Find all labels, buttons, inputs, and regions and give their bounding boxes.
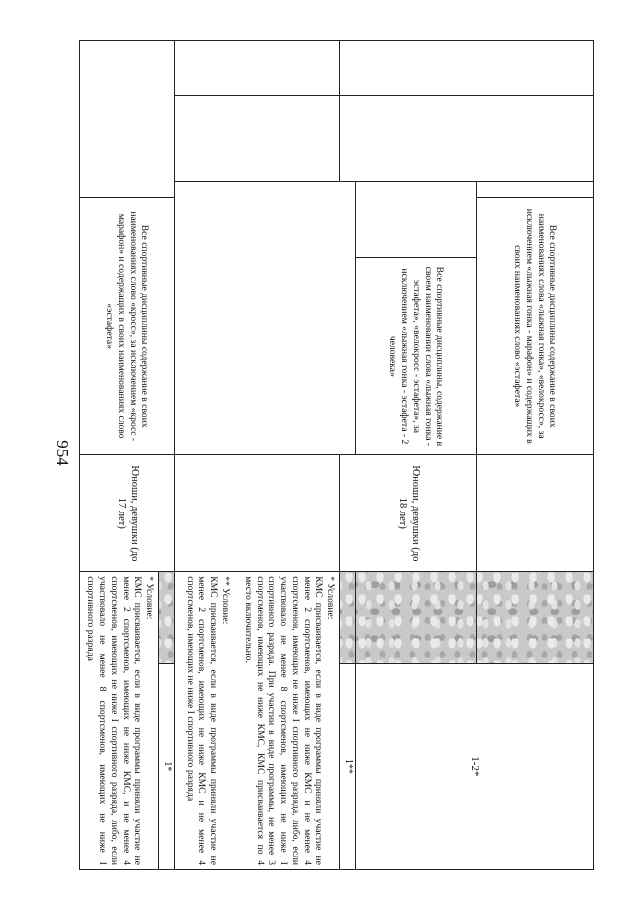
condition-title: ** Условие: — [219, 576, 231, 625]
table-row — [175, 41, 340, 870]
blank-cell — [477, 181, 594, 197]
sports-rank-table — [79, 40, 594, 870]
condition-title: * Условие: — [144, 576, 155, 620]
blank-cell — [175, 41, 340, 96]
condition-text: КМС присваивается, если в виде программы приняли участие не менее 2 спортсменов, имеющих не ниже КМС, и не менее 4 спортсменов, имеющих не ниже I спортивного разряда, либо, если участвовало не менее 8 спортсменов, имеющих не ниже I спортивного разряда — [85, 576, 144, 865]
discipline-cell: Все спортивные дисциплины, содержание в своем наименовании слова «лыжная гонка - эстафета», «велокросс - эстафета», за исключением «лыжная гонка - эстафета - 2 человека» — [356, 258, 477, 455]
blank-cell — [80, 41, 175, 198]
discipline-cell: Все спортивные дисциплины содержание в своих наименованиях слова «лыжная гонка», «велокросс», за исключением «лыжная гонка - марафон» и содержащих в своих наименованиях слово «эстафета» — [477, 197, 594, 455]
blank-column — [340, 96, 594, 182]
table-container — [80, 40, 594, 870]
shaded-cell — [159, 572, 175, 664]
blank-cell — [175, 455, 340, 572]
rotated-table — [80, 40, 594, 870]
condition-cell — [175, 572, 340, 870]
table-row — [159, 41, 175, 870]
shaded-cell — [356, 572, 477, 664]
blank-cell — [175, 181, 356, 455]
age-group-cell: Юноши, девушки (до 18 лет) — [340, 455, 477, 572]
condition-text: КМС присваивается, если в виде программы приняли участие не менее 2 спортсменов, имеющих не ниже КМС и не менее 4 спортсменов, имеющих не ниже I спортивного разряда — [184, 576, 219, 865]
condition-text: КМС присваивается, если в виде программы приняли участие не менее 2 спортсменов, имеющих не ниже КМС и не менее 4 спортсменов, имеющих не ниже I спортивного разряда, либо, если участвовало не менее 8 спортсменов, имеющих не ниже I спортивного разряда. При участии в виде программы, не менее 3 спортсменов, имеющих не ниже КМС, КМС присваивается по 4 место включительно. — [243, 576, 325, 865]
shaded-cell — [477, 572, 594, 664]
shaded-cell — [340, 572, 356, 664]
blank-column — [340, 41, 594, 96]
condition-title: * Условие: — [325, 576, 336, 620]
mark-cell: 1** — [340, 663, 356, 869]
table-row — [477, 41, 594, 870]
value-cell: 1-2* — [356, 663, 594, 869]
condition-cell — [80, 572, 159, 870]
page-number: 954 — [53, 440, 72, 466]
blank-cell — [477, 455, 594, 572]
age-group-cell: Юноши, девушки (до 17 лет) — [80, 455, 175, 572]
discipline-cell: Все спортивные дисциплины содержание в своих наименованиях слово «кросс», за исключением «кросс - марафон» и содержащих в своих наименованиях слово «эстафета» — [80, 197, 175, 455]
blank-cell — [356, 181, 477, 257]
mark-cell: 1* — [159, 663, 175, 869]
blank-cell — [175, 96, 340, 182]
